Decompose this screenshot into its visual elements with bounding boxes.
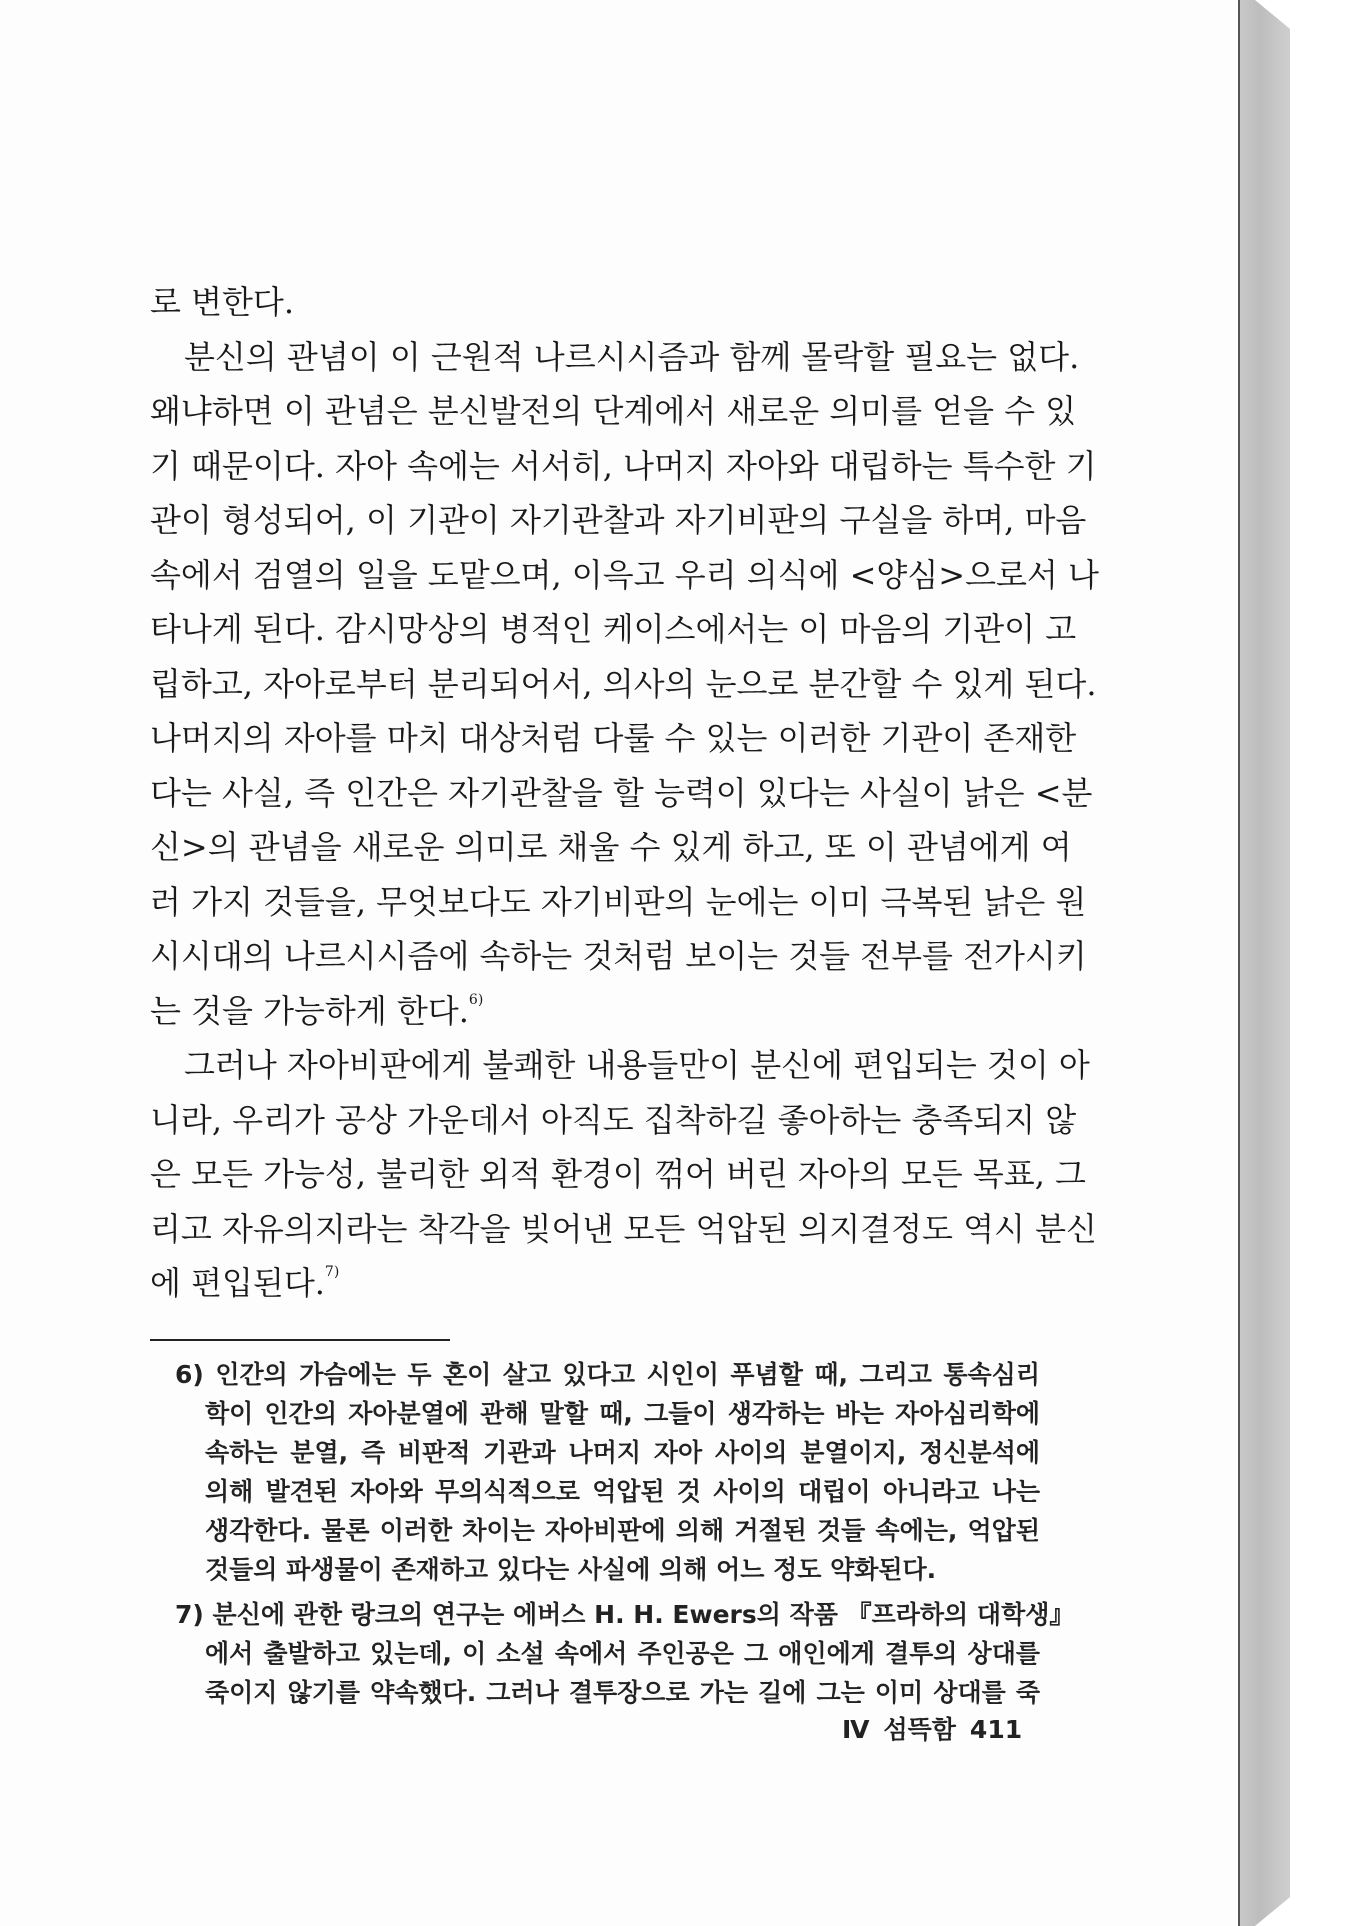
text-line: [150, 1147, 1086, 1202]
text-line: [150, 1202, 1097, 1257]
footnote-divider: [150, 1339, 450, 1341]
line-text: 러 가지 것들을, 무엇보다도 자기비판의 눈에는 이미 극복된 낡은 원: [150, 882, 1087, 921]
text-line: [150, 1093, 1077, 1148]
footnote-line: [150, 1433, 1040, 1472]
line-text: 기 때문이다. 자아 속에는 서서히, 나머지 자아와 대립하는 특수한 기: [150, 446, 1097, 485]
footnote-number: 7): [175, 1599, 204, 1629]
footnote-line: [150, 1634, 1040, 1673]
paragraph: [150, 330, 1099, 1039]
text-line: [150, 711, 1077, 766]
footnote-line: [150, 1511, 1040, 1550]
footnote-number: 6): [175, 1359, 204, 1389]
folio-section: 섬뜩함: [883, 1715, 956, 1744]
footnote-text: 의해 발견된 자아와 무의식적으로 억압된 것 사이의 대립이 아니라고 나는: [205, 1476, 1040, 1506]
footnote-line: [150, 1472, 1040, 1511]
text-line: [150, 602, 1077, 657]
line-text: 분신의 관념이 이 근원적 나르시시즘과 함께 몰락할 필요는 없다.: [184, 337, 1080, 376]
footnote-text: 죽이지 않기를 약속했다. 그러나 결투장으로 가는 길에 그는 이미 상대를 죽: [205, 1677, 1040, 1707]
text-line: [150, 929, 1087, 984]
line-text: 시시대의 나르시시즘에 속하는 것처럼 보이는 것들 전부를 전가시키: [150, 937, 1087, 975]
text-line: [150, 820, 1072, 875]
footnote-text: 분신에 관한 랑크의 연구는 에버스 H. H. Ewers의 작품 『프라하의 대학생』: [212, 1599, 1075, 1629]
footnote-text: 에서 출발하고 있는데, 이 소설 속에서 주인공은 그 애인에게 결투의 상대를: [205, 1638, 1040, 1668]
line-text: 는 것을 가능하게 한다.: [150, 991, 469, 1030]
line-text: 속에서 검열의 일을 도맡으며, 이윽고 우리 의식에 <양심>으로서 나: [150, 555, 1099, 594]
footnote: [150, 1595, 1075, 1712]
footnote-line: [150, 1595, 1075, 1634]
footnote-line: [150, 1550, 1040, 1589]
folio-page-number: 411: [969, 1715, 1023, 1744]
text-line: [150, 984, 1040, 1039]
line-text: 립하고, 자아로부터 분리되어서, 의사의 눈으로 분간할 수 있게 된다.: [150, 664, 1097, 703]
text-line: [150, 439, 1097, 494]
footnote-line: [150, 1394, 1040, 1433]
line-text: 신>의 관념을 새로운 의미로 채울 수 있게 하고, 또 이 관념에게 여: [150, 828, 1072, 866]
line-text: 은 모든 가능성, 불리한 외적 환경이 꺾어 버린 자아의 모든 목표, 그: [150, 1155, 1086, 1193]
footnotes: [150, 1355, 1075, 1712]
footnote-reference[interactable]: 6): [468, 991, 484, 1008]
line-text: 타나게 된다. 감시망상의 병적인 케이스에서는 이 마음의 기관이 고: [150, 610, 1077, 648]
text-line: [150, 657, 1097, 712]
footnote-text: 학이 인간의 자아분열에 관해 말할 때, 그들이 생각하는 바는 자아심리학에: [205, 1398, 1040, 1428]
folio-part: Ⅳ: [842, 1715, 870, 1744]
line-text: 다는 사실, 즉 인간은 자기관찰을 할 능력이 있다는 사실이 낡은 <분: [150, 773, 1093, 812]
text-line: [150, 875, 1087, 930]
footnote-line: [150, 1673, 1040, 1712]
footnote: [150, 1355, 1040, 1589]
footnote-text: 인간의 가슴에는 두 혼이 살고 있다고 시인이 푸념할 때, 그리고 통속심리: [215, 1359, 1040, 1389]
body-text: [150, 275, 1099, 1311]
line-text: 로 변한다.: [150, 283, 294, 321]
text-line: [150, 384, 1077, 439]
text-line: [150, 493, 1087, 548]
footnote-text: 것들의 파생물이 존재하고 있다는 사실에 의해 어느 정도 약화된다.: [205, 1554, 937, 1584]
text-line: [150, 1038, 1090, 1093]
page-content: [150, 275, 1099, 1718]
footnote-line: [150, 1355, 1040, 1394]
line-text: 리고 자유의지라는 착각을 빚어낸 모든 억압된 의지결정도 역시 분신: [150, 1209, 1097, 1248]
page-folio: [842, 1710, 1036, 1746]
text-line: [150, 766, 1093, 821]
text-line: [150, 1256, 1040, 1311]
line-text: 그러나 자아비판에게 불쾌한 내용들만이 분신에 편입되는 것이 아: [184, 1046, 1090, 1084]
line-text: 관이 형성되어, 이 기관이 자기관찰과 자기비판의 구실을 하며, 마음: [150, 501, 1087, 539]
footnote-reference[interactable]: 7): [324, 1264, 340, 1280]
text-line: [150, 275, 1040, 330]
line-text: 나머지의 자아를 마치 대상처럼 다룰 수 있는 이러한 기관이 존재한: [150, 719, 1077, 757]
text-line: [150, 330, 1080, 385]
line-text: 에 편입된다.: [150, 1264, 325, 1302]
text-line: [150, 548, 1099, 603]
line-text: 니라, 우리가 공상 가운데서 아직도 집착하길 좋아하는 충족되지 않: [150, 1100, 1077, 1139]
footnote-text: 생각한다. 물론 이러한 차이는 자아비판에 의해 거절된 것들 속에는, 억압된: [205, 1515, 1040, 1545]
footnote-text: 속하는 분열, 즉 비판적 기관과 나머지 자아 사이의 분열이지, 정신분석에: [205, 1437, 1040, 1467]
page-edge: [1240, 0, 1290, 1926]
paragraph: [150, 1038, 1097, 1311]
line-text: 왜냐하면 이 관념은 분신발전의 단계에서 새로운 의미를 얻을 수 있: [150, 392, 1077, 430]
paragraph: [150, 275, 1040, 330]
